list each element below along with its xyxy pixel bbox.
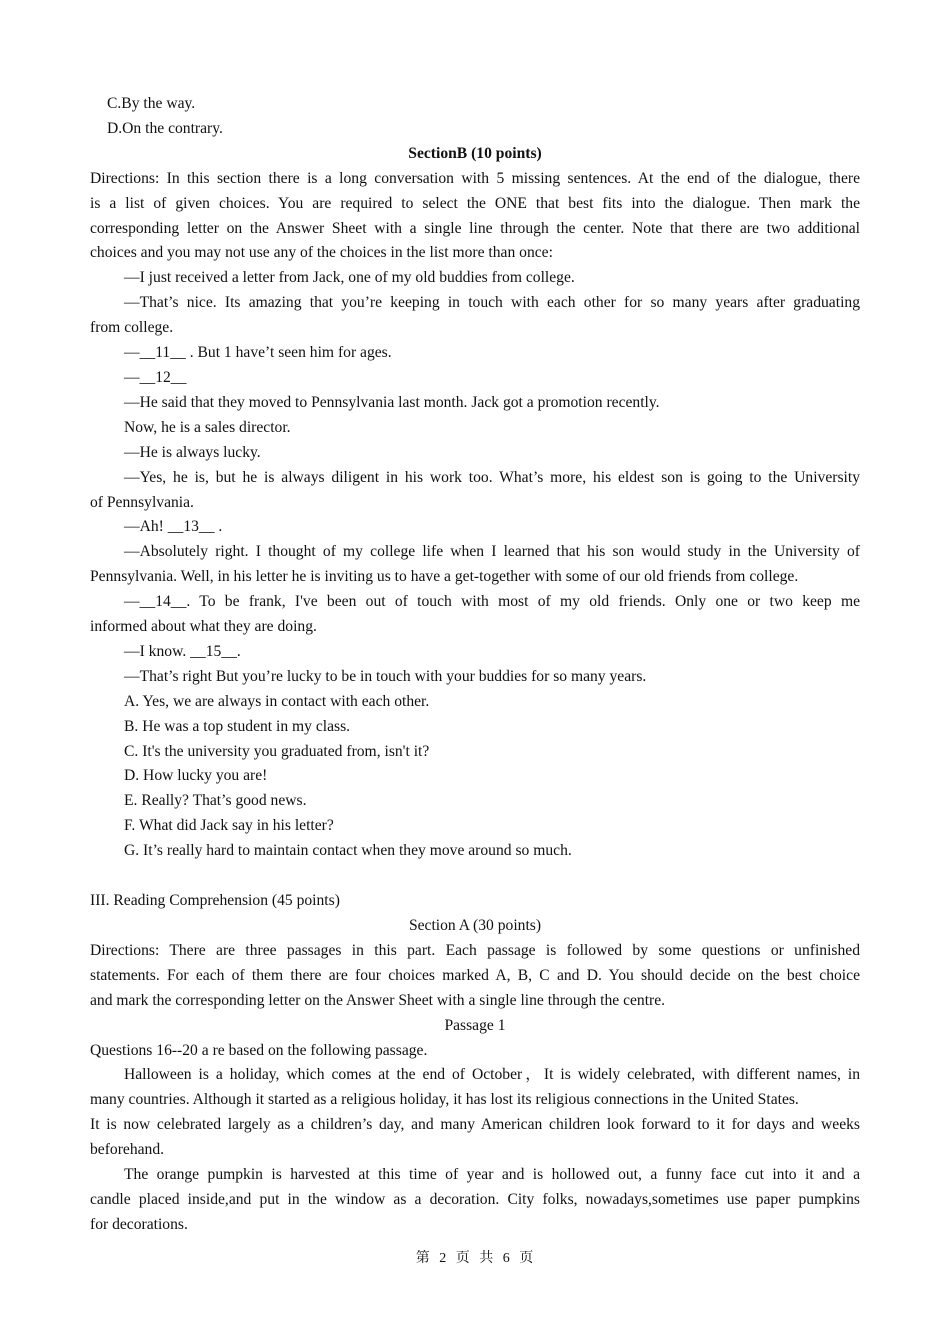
text-line: candle placed inside,and put in the window as a decoration. City folks, nowadays,sometimes use paper pumpkins xyxy=(90,1190,860,1208)
text-line: B. He was a top student in my class. xyxy=(124,717,351,735)
text-line: III. Reading Comprehension (45 points) xyxy=(90,892,340,910)
text-line: The orange pumpkin is harvested at this time of year and is hollowed out, a funny face cut into it and a xyxy=(124,1166,860,1184)
text-line: many countries. Although it started as a religious holiday, it has lost its religious connections in the United States. xyxy=(90,1091,799,1109)
text-line: —He said that they moved to Pennsylvania last month. Jack got a promotion recently. xyxy=(124,393,660,411)
text-line: choices and you may not use any of the choices in the list more than once: xyxy=(90,244,553,262)
text-line: —__14__. To be frank, I've been out of touch with most of my old friends. Only one or two keep me xyxy=(124,593,860,611)
text-line: beforehand. xyxy=(90,1141,165,1159)
text-line: Now, he is a sales director. xyxy=(124,418,291,436)
text-line: C. It's the university you graduated from, isn't it? xyxy=(124,742,430,760)
text-line: Halloween is a holiday, which comes at the end of October，It is widely celebrated, with different names, in xyxy=(124,1066,860,1084)
text-line: —Ah! __13__ . xyxy=(124,518,223,536)
text-line: F. What did Jack say in his letter? xyxy=(124,817,334,835)
text-line: Pennsylvania. Well, in his letter he is inviting us to have a get-together with some of our old friends from college. xyxy=(90,568,799,586)
page-content xyxy=(90,92,860,1238)
text-line: from college. xyxy=(90,319,174,337)
spacer xyxy=(90,864,860,889)
text-line: —__12__ xyxy=(124,368,187,386)
text-line: is a list of given choices. You are required to select the ONE that best fits into the dialogue. Then mark the xyxy=(90,194,860,212)
text-line: Directions: There are three passages in this part. Each passage is followed by some questions or unfinished xyxy=(90,941,860,959)
text-line: —He is always lucky. xyxy=(124,443,261,461)
text-line: —I just received a letter from Jack, one of my old buddies from college. xyxy=(124,269,575,287)
text-line: for decorations. xyxy=(90,1215,188,1233)
text-line: Questions 16--20 a re based on the following passage. xyxy=(90,1041,428,1059)
text-line: A. Yes, we are always in contact with each other. xyxy=(124,692,430,710)
text-line: —__11__ . But 1 have’t seen him for ages. xyxy=(124,344,392,362)
text-line: —That’s nice. Its amazing that you’re keeping in touch with each other for so many years after graduating xyxy=(124,294,860,312)
answer-option: D.On the contrary. xyxy=(107,119,223,137)
text-line: statements. For each of them there are four choices marked A, B, C and D. You should decide on the best choice xyxy=(90,966,860,984)
text-line: informed about what they are doing. xyxy=(90,618,317,636)
section-heading: SectionB (10 points) xyxy=(408,144,542,162)
text-line: Directions: In this section there is a long conversation with 5 missing sentences. At the end of the dialogue, there xyxy=(90,169,860,187)
centered-heading: Passage 1 xyxy=(444,1016,506,1034)
text-line: corresponding letter on the Answer Sheet with a single line through the center. Note that there are two additional xyxy=(90,219,860,237)
text-line: E. Really? That’s good news. xyxy=(124,792,307,810)
text-line: and mark the corresponding letter on the Answer Sheet with a single line through the centre. xyxy=(90,991,666,1009)
page-footer: 第 2 页 共 6 页 xyxy=(415,1251,535,1266)
text-line: G. It’s really hard to maintain contact when they move around so much. xyxy=(124,842,572,860)
text-line: —Absolutely right. I thought of my college life when I learned that his son would study in the University of xyxy=(124,543,860,561)
text-line: —Yes, he is, but he is always diligent in his work too. What’s more, his eldest son is going to the University xyxy=(124,468,860,486)
centered-heading: Section A (30 points) xyxy=(408,917,542,934)
text-line: —I know. __15__. xyxy=(124,642,241,660)
text-line: of Pennsylvania. xyxy=(90,493,194,511)
answer-option: C.By the way. xyxy=(107,95,196,112)
text-line: It is now celebrated largely as a children’s day, and many American children look forward to it for days and weeks xyxy=(90,1116,860,1134)
text-line: D. How lucky you are! xyxy=(124,767,268,785)
text-line: —That’s right But you’re lucky to be in touch with your buddies for so many years. xyxy=(124,667,647,685)
